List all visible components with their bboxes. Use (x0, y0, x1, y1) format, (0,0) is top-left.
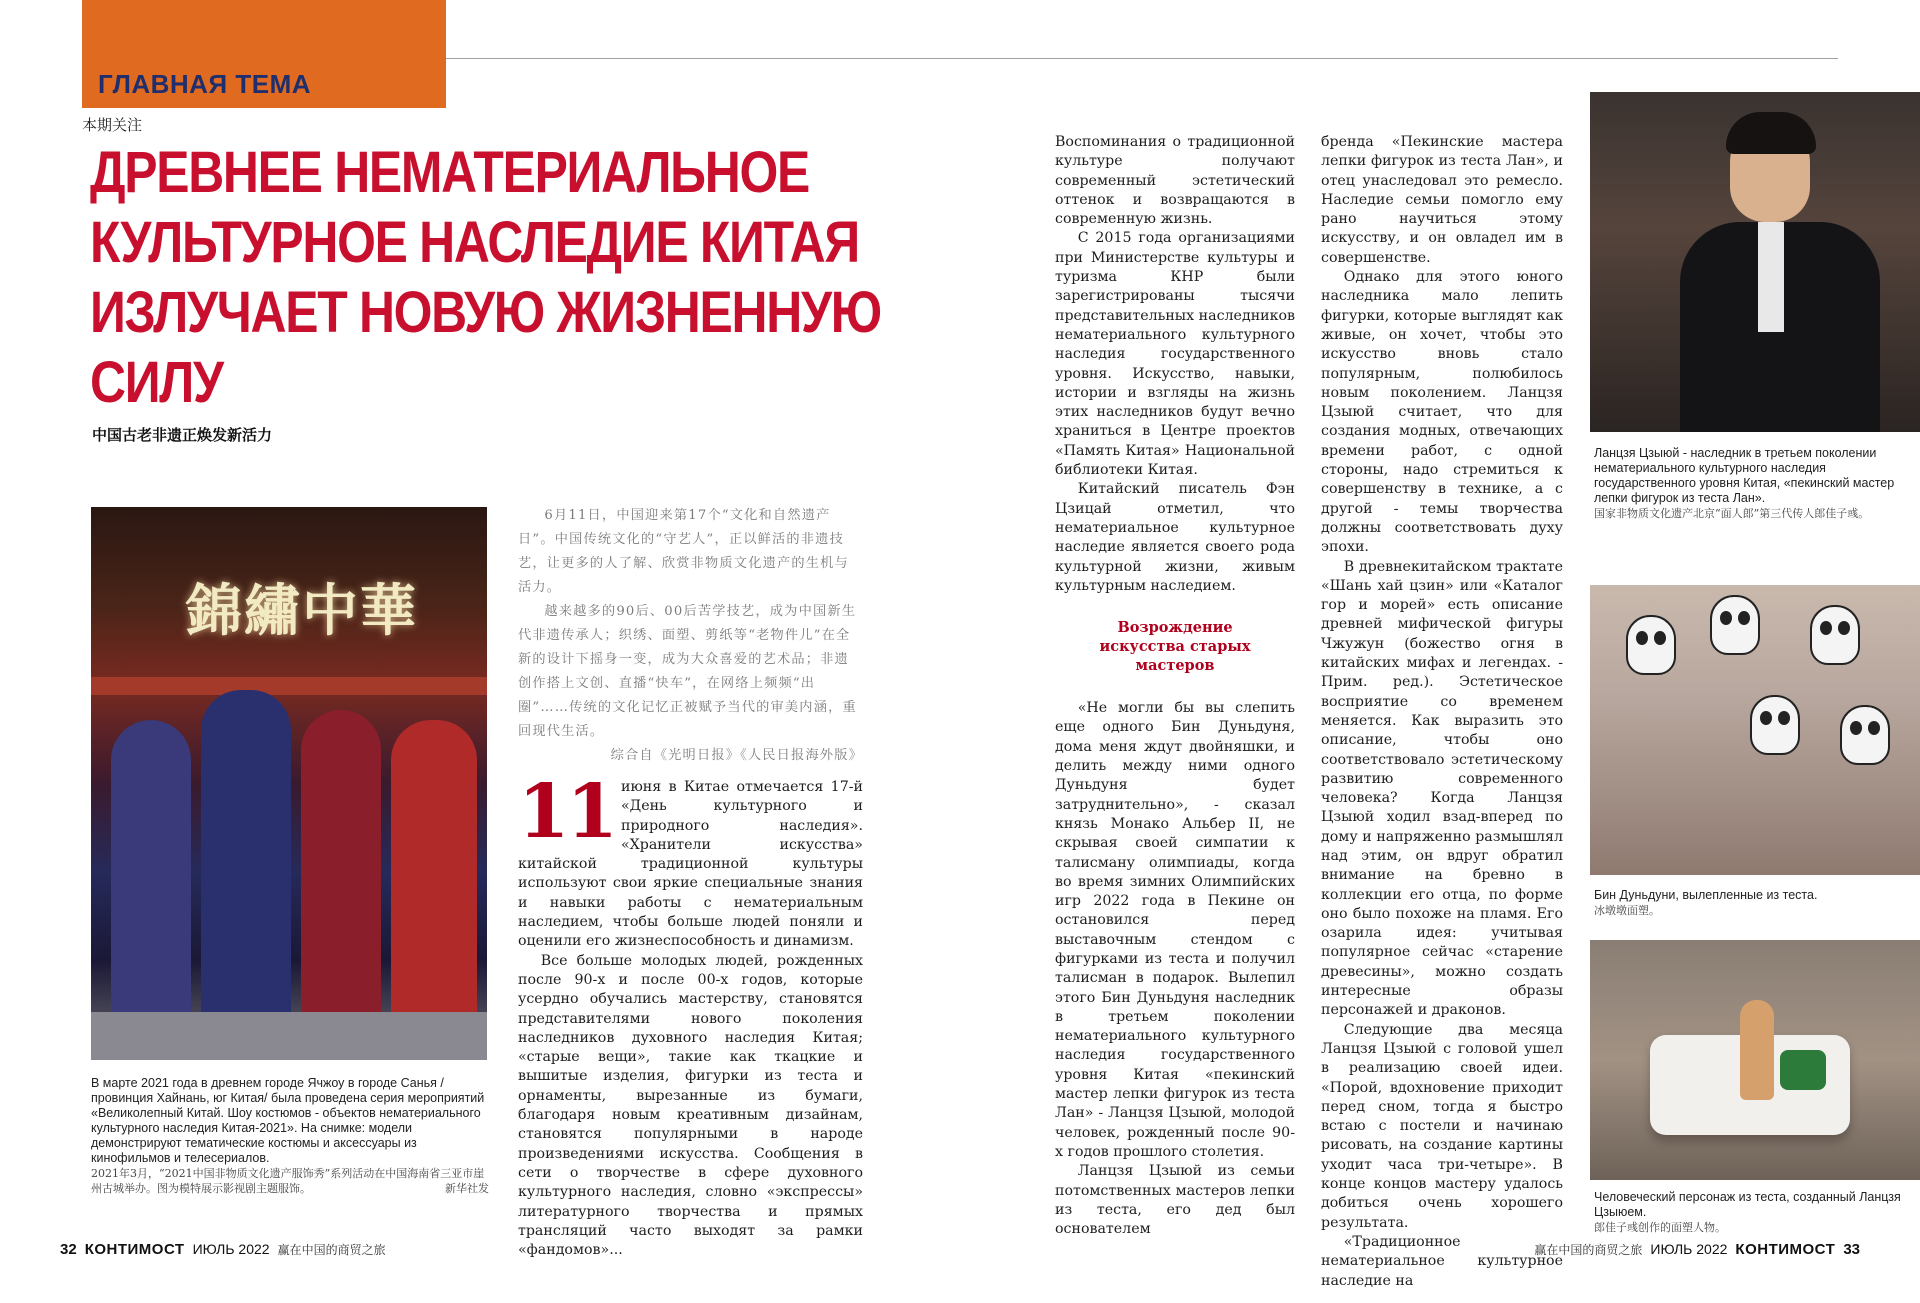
tagline-cn: 赢在中国的商贸之旅 (277, 1243, 386, 1257)
tagline-cn: 赢在中国的商贸之旅 (1534, 1243, 1643, 1257)
body-paragraph: В древнекитайском трактате «Шань хай цзин» или «Каталог гор и морей» есть описание древней мифической фигуры Чжужун (божество огня в китайских мифах и легендах. - Прим. ред.). Эстетическое восприятие со временем меняется. Как выразить это описание, чтобы оно соответствовало эстетическому развитию современного человека? Когда Ланцзя Цзыюй ходил взад-вперед по дому и напряженно размышлял над этим, он вдруг обратил внимание на бревно в коллекции его отца, по форме оно было похоже на пламя. Его озарила идея: учитывая популярное сейчас «старение древесины», можно создать интересные образы персонажей и драконов. (1321, 558, 1563, 1019)
photo-figure (391, 720, 477, 1020)
section-header (82, 0, 446, 108)
body-paragraph: Все больше молодых людей, рожденных после 90-х и после 00-х годов, которые усердно обучались мастерству, становятся представителями нового поколения наследников духовного наследия Китая; «старые вещи», такие как ткацкие и вышитые изделия, фигурки из теста и орнаменты, вырезанные из бумаги, благодаря новым креативным дизайнам, становятся популярными в народе произведениями искусства. Сообщения в сети о творчестве в сфере духовного культурного наследия, словно «экспрессы» литературного творчества и прямых трансляций часто выходят за рамки «фандомов»... (518, 952, 863, 1259)
body-column-3 (1321, 133, 1563, 1291)
body-paragraph: Воспоминания о традиционной культуре получают современный эстетический оттенок и возвращаются в современную жизнь. (1055, 134, 1295, 228)
body-column-1 (518, 769, 863, 1260)
issue-date: ИЮЛЬ 2022 (192, 1241, 270, 1257)
title-line: ИЗЛУЧАЕТ НОВУЮ ЖИЗНЕННУЮ (90, 280, 881, 345)
photo-figure (301, 710, 381, 1020)
section-label: ГЛАВНАЯ ТЕМА (98, 69, 312, 99)
caption-ru: Человеческий персонаж из теста, созданный Ланцзя Цзыюем. (1594, 1190, 1901, 1219)
magazine-name: КОНТИМОСТ (84, 1241, 185, 1258)
intro-paragraph: 6月11日，中国迎来第17个“文化和自然遗产日”。中国传统文化的“守艺人”，正以鲜活的非遗技艺，让更多的人了解、欣赏非物质文化遗产的生机与活力。 (518, 508, 849, 595)
page-number: 33 (1843, 1241, 1860, 1258)
pandas-caption (1594, 888, 1920, 918)
panda-figure (1840, 705, 1890, 765)
body-paragraph: Однако для этого юного наследника мало лепить фигурки, которые выглядят как живые, он хочет, чтобы это искусство вновь стало популярным, полюбилось новым поколением. Ланцзя Цзыюй считает, что для создания модных, отвечающих времени работ, с одной стороны, надо стремиться к совершенству в технике, а с другой - темы творчества должны соответствовать духу эпохи. (1321, 269, 1563, 556)
body-paragraph-text: июня в Китае отмечается 17-й «День культурного и природного наследия». «Хранители искусства» китайской традиционной культуры используют свои яркие специальные знания и навыки работы с нематериальным наследием, чтобы больше людей поняли и оценили его жизнеспособность и динамизм. (518, 779, 863, 950)
portrait-shirt (1758, 222, 1784, 332)
caption-cn: 冰墩墩面塑。 (1594, 904, 1660, 917)
title-line: КУЛЬТУРНОЕ НАСЛЕДИЕ КИТАЯ (90, 210, 859, 275)
kicker-cn: 本期关注 (82, 116, 143, 134)
main-photo-caption (91, 1076, 489, 1196)
caption-credit: 新华社发 (445, 1182, 489, 1195)
body-paragraph: «Не могли бы вы слепить еще одного Бин Дуньдуня, дома меня ждут двойняшки, и делить между ними одного Дуньдуня будет затруднительно», - сказал князь Монако Альбер II, не скрывая своей симпатии к талисману олимпиады, когда во время зимних Олимпийских игр 2022 года в Пекине он остановился перед выставочным стендом с фигурками из теста и получил талисман в подарок. Вылепил этого Бин Дуньдуня наследник в третьем поколении нематериального культурного наследия государственного уровня Китая «пекинский мастер лепки фигурок из теста Лан» - Ланцзя Цзыюй, молодой человек, рожденный после 90-х годов прошлого столетия. (1055, 700, 1295, 1160)
caption-ru: В марте 2021 года в древнем городе Ячжоу в городе Санья /провинция Хайнань, юг Китая/ была проведена серия мероприятий «Великолепный Китай. Шоу костюмов - объектов нематериального культурного наследия Китая-2021». На снимке: модели демонстрируют тематические костюмы и аксессуары из кинофильмов и телесериалов. (91, 1076, 485, 1165)
photo-figure (201, 690, 291, 1020)
body-paragraph: бренда «Пекинские мастера лепки фигурок из теста Лан», и отец унаследовал это ремесло. Наследие семьи помогло ему рано научиться этому искусству, и он овладел им в совершенстве. (1321, 134, 1563, 266)
sofa-caption (1594, 1190, 1920, 1235)
panda-figure (1626, 615, 1676, 675)
photo-roof (91, 677, 487, 695)
caption-ru: Ланцзя Цзыюй - наследник в третьем поколении нематериального культурного наследия государственного уровня Китая, «пекинский мастер лепки фигурок из теста Лан». (1594, 446, 1895, 505)
photo-figure (111, 720, 191, 1020)
dough-figure (1740, 1000, 1774, 1100)
body-paragraph: С 2015 года организациями при Министерстве культуры и туризма КНР были зарегистрированы тысячи представительных наследников нематериального культурного наследия государственного уровня. Искусство, навыки, истории и взгляды на жизнь этих наследников будут вечно храниться в Центре проектов «Память Китая» Национальной библиотеки Китая. (1055, 230, 1295, 479)
issue-date: ИЮЛЬ 2022 (1650, 1241, 1728, 1257)
header-rule (446, 58, 1838, 59)
caption-cn: 郎佳子彧创作的面塑人物。 (1594, 1221, 1726, 1234)
article-title (90, 138, 881, 418)
portrait-photo (1590, 92, 1920, 432)
intro-source: 综合自《光明日报》《人民日报海外版》 (610, 748, 863, 763)
section-subhead: Возрождение искусства старых мастеров (1099, 619, 1251, 675)
photo-floor (91, 1012, 487, 1060)
panda-figure (1710, 595, 1760, 655)
body-paragraph (518, 769, 863, 952)
title-line: ДРЕВНЕЕ НЕМАТЕРИАЛЬНОЕ (90, 140, 809, 205)
costume-show-photo (91, 507, 487, 1060)
dropcap: 11 (518, 769, 615, 855)
intro-paragraph: 越来越多的90后、00后苦学技艺，成为中国新生代非遗传承人；织绣、面塑、剪纸等“老物件儿”在全新的设计下摇身一变，成为大众喜爱的艺术品；非遗创作搭上文创、直播“快车”，在网络上频频“出圈”……传统的文化记忆正被赋予当代的审美内涵，重回现代生活。 (518, 604, 857, 739)
portrait-hair (1726, 112, 1816, 154)
panda-figure (1750, 695, 1800, 755)
body-paragraph: Следующие два месяца Ланцзя Цзыюй с головой ушел в реализацию своей идеи. «Порой, вдохновение приходит перед сном, тогда я быстро встаю с постели и начинаю рисовать, на создание картины уходит часа три-четыре». В конце концов мастеру удалось добиться очень хорошего результата. (1321, 1021, 1563, 1231)
article-subtitle-cn: 中国古老非遗正焕发新活力 (92, 426, 273, 444)
caption-ru: Бин Дуньдуни, вылепленные из теста. (1594, 888, 1818, 902)
body-paragraph: Китайский писатель Фэн Цзицай отметил, что нематериальное культурное наследие является своего рода культурной жизни, живым культурным наследием. (1055, 481, 1295, 594)
portrait-caption (1594, 446, 1920, 521)
panda-figure (1810, 605, 1860, 665)
sofa-figure-photo (1590, 940, 1920, 1180)
title-line: СИЛУ (90, 350, 223, 415)
caption-cn (91, 1166, 489, 1196)
footer-left (60, 1241, 386, 1258)
body-column-2 (1055, 133, 1295, 1239)
intro-cn (518, 504, 863, 768)
pandas-photo (1590, 585, 1920, 875)
caption-cn: 国家非物质文化遗产北京“面人郎”第三代传人郎佳子彧。 (1594, 507, 1870, 520)
photo-sign-text: 錦繡中華 (186, 578, 418, 644)
body-paragraph: «Традиционное нематериальное культурное наследие на (1321, 1233, 1563, 1289)
body-paragraph: Ланцзя Цзыюй из семьи потомственных мастеров лепки из теста, его дед был основателем (1055, 1163, 1295, 1238)
sofa-pillow (1780, 1050, 1826, 1090)
caption-cn-text: 2021年3月，“2021中国非物质文化遗产服饰秀”系列活动在中国海南省三亚市崖州古城举办。图为模特展示影视剧主题服饰。 (91, 1167, 485, 1195)
page-number: 32 (60, 1241, 77, 1258)
footer-right (1534, 1241, 1860, 1258)
magazine-name: КОНТИМОСТ (1735, 1241, 1836, 1258)
